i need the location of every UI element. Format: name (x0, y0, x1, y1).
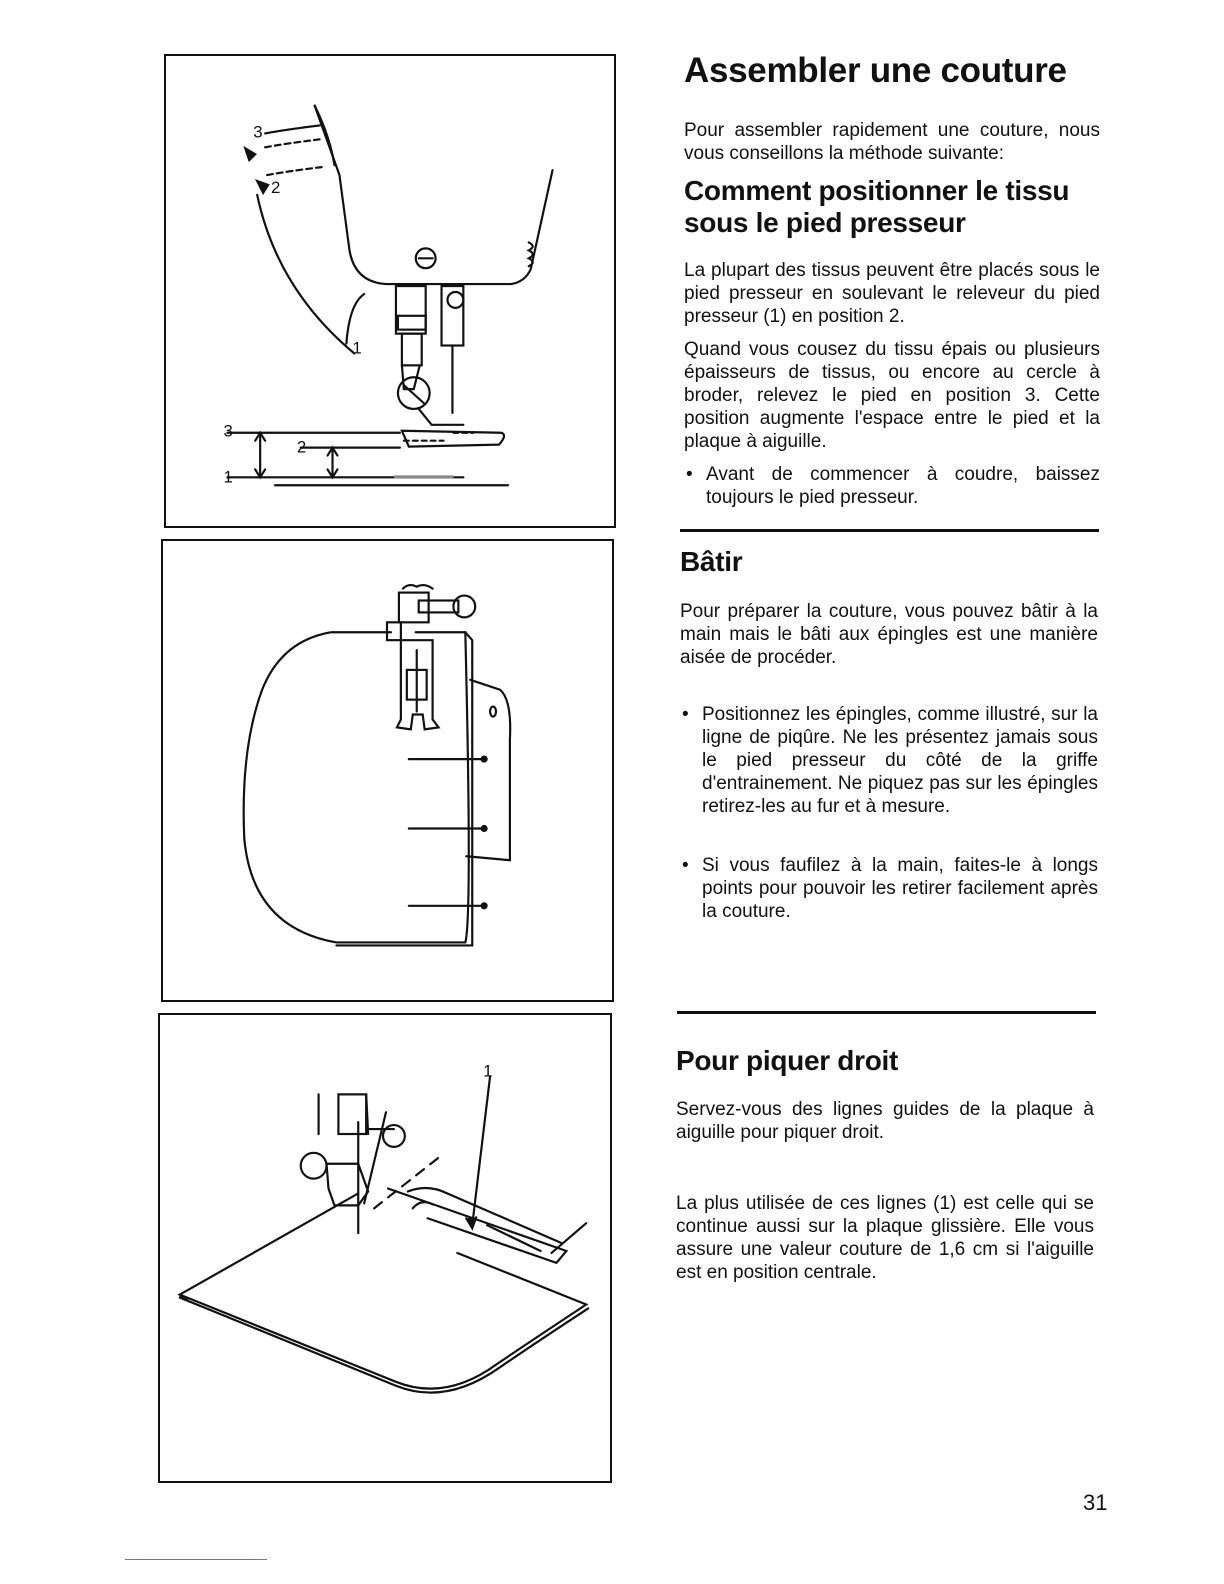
label-3-top: 3 (253, 122, 263, 142)
paragraph-thick-fabric: Quand vous cousez du tissu épais ou plusieurs épaisseurs de tissus, ou encore au cercle à broder, relevez le pied en position 3. Cette position augmente l'espace entre le pied et la plaque à aiguille. (684, 338, 1100, 452)
bullet-hand-baste: • Si vous faufilez à la main, faites-le à longs points pour pouvoir les retirer facilement après la couture. (680, 854, 1098, 923)
label-2-top: 2 (271, 177, 281, 197)
divider-1 (680, 529, 1099, 532)
basting-illustration (163, 541, 612, 1000)
label-1-guide: 1 (483, 1061, 493, 1081)
section-title-batir: Bâtir (680, 546, 743, 577)
presser-foot-illustration (166, 56, 614, 526)
page-number: 31 (1083, 1490, 1108, 1515)
label-1-side: 1 (223, 467, 233, 487)
footer-line (125, 1559, 267, 1560)
subtitle-line1: Comment positionner le tissu (684, 174, 1070, 206)
section-assembler (684, 52, 1100, 509)
figure-basting-pins (161, 539, 614, 1002)
label-1-lever: 1 (352, 338, 362, 358)
figure-straight-stitch-guide (158, 1013, 612, 1483)
paragraph-batir: Pour préparer la couture, vous pouvez bâtir à la main mais le bâti aux épingles est une manière aisée de procéder. (680, 601, 1098, 669)
label-2-side: 2 (296, 437, 307, 457)
section-title-piquer: Pour piquer droit (676, 1045, 899, 1076)
figure-presser-foot-positions (164, 54, 616, 528)
section-batir (680, 546, 1098, 923)
page-title: Assembler une couture (684, 51, 1067, 90)
paragraph-guide-lines: Servez-vous des lignes guides de la plaque à aiguille pour piquer droit. (676, 1099, 1094, 1144)
bullet-lower-foot: • Avant de commencer à coudre, baissez toujours le pied presseur. (684, 463, 1100, 509)
bullet-pins: • Positionnez les épingles, comme illustré, sur la ligne de piqûre. Ne les présentez jamais sous le pied presseur du côté de la griffe d'entrainement. Ne piquez pas sur les épingles retirez-les au fur et à mesure. (680, 703, 1098, 818)
divider-2 (677, 1011, 1096, 1014)
stitch-guide-illustration (160, 1015, 610, 1481)
subtitle-line2: sous le pied presseur (684, 206, 966, 238)
paragraph-seam-value: La plus utilisée de ces lignes (1) est celle qui se continue aussi sur la plaque glissière. Elle vous assure une valeur couture de 1,6 cm si l'aiguille est en position centrale. (676, 1193, 1094, 1284)
intro-paragraph: Pour assembler rapidement une couture, nous vous conseillons la méthode suivante: (684, 119, 1100, 164)
label-3-side: 3 (223, 421, 233, 441)
paragraph-lifting: La plupart des tissus peuvent être placés sous le pied presseur en soulevant le releveur du pied presseur (1) en position 2. (684, 259, 1100, 327)
section-piquer-droit (676, 1045, 1094, 1284)
